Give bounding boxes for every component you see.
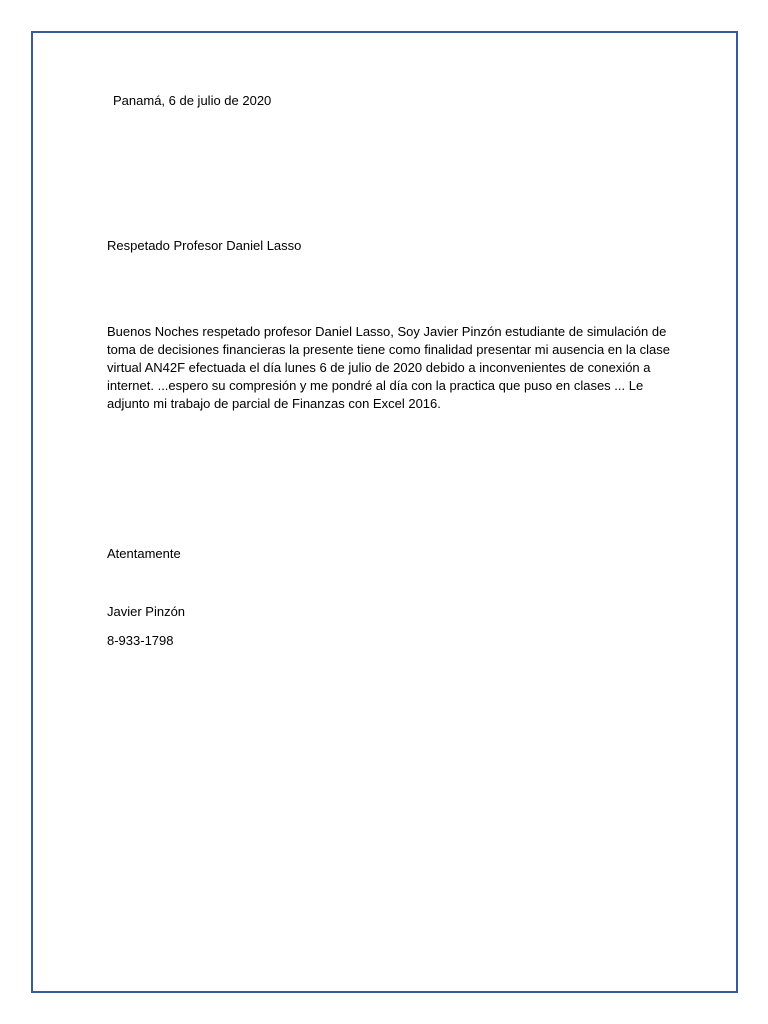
signer-name: Javier Pinzón xyxy=(107,604,186,619)
body-line: virtual AN42F efectuada el día lunes 6 de julio de 2020 debido a inconvenientes de conexión a xyxy=(107,360,651,375)
letter-closing: Atentamente xyxy=(107,546,181,561)
body-line: adjunto mi trabajo de parcial de Finanzas con Excel 2016. xyxy=(107,396,441,411)
signer-id-number: 8-933-1798 xyxy=(107,633,174,648)
letter-date: Panamá, 6 de julio de 2020 xyxy=(113,93,272,108)
letter-salutation: Respetado Profesor Daniel Lasso xyxy=(107,238,302,253)
page-border-frame xyxy=(31,31,738,993)
body-line: toma de decisiones financieras la presente tiene como finalidad presentar mi ausencia en la clase xyxy=(107,342,670,357)
body-line: Buenos Noches respetado profesor Daniel Lasso, Soy Javier Pinzón estudiante de simulación de xyxy=(107,324,667,339)
body-line: internet. ...espero su compresión y me pondré al día con la practica que puso en clases ... Le xyxy=(107,378,644,393)
